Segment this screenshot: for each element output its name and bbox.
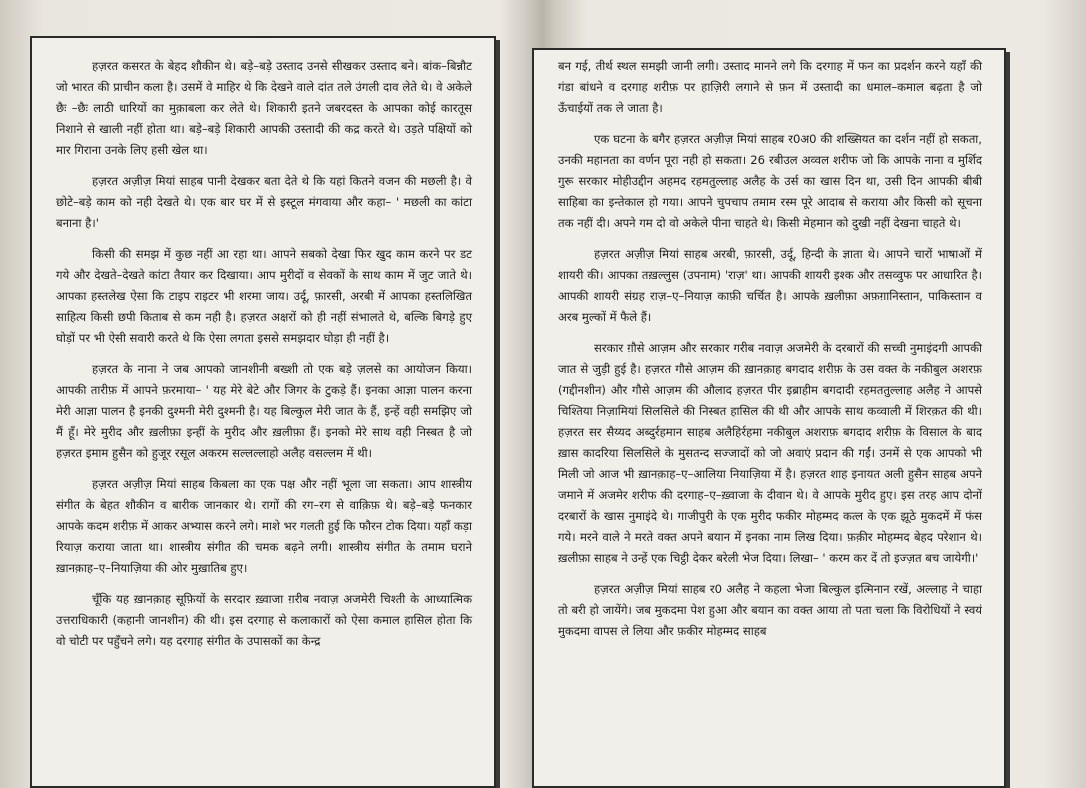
left-paragraph-2: हज़रत अज़ीज़ मियां साहब पानी देखकर बता देते थे कि यहां कितने वजन की मछली है। वे छोटे–बड़े काम को नही देखते थे। एक बार घर में से इस्टूल मंगवाया और कहा– ' मछली का कांटा बनाना है।' xyxy=(56,174,472,230)
right-paragraph-5: हज़रत अज़ीज़ मियां साहब र0 अलैह ने कहला भेजा बिल्कुल इत्मिनान रखें, अल्लाह ने चाहा तो बरी हो जायेंगे। जब मुकदमा पेश हुआ और बयान का वक्त आया तो पता चला कि विरोधियों ने स्वयं मुकदमा वापस ले लिया और फ़कीर मोहम्मद साहब xyxy=(558,582,982,638)
left-paragraph-5: हज़रत अज़ीज़ मियां साहब किबला का एक पक्ष और नहीं भूला जा सकता। आप शास्त्रीय संगीत के बेहत शौकीन व बारीक जानकार थे। रागों की रग–रग से वाक़िफ़ थे। बड़े–बड़े फनकार आपके कदम शरीफ़ में आकर अभ्यास करने लगे। माशे भर गलती हुई कि फौरन टोक दिया। यहाँ कड़ा रियाज़ कराया जाता था। शास्त्रीय संगीत की चमक बढ़ने लगी। शास्त्रीय संगीत के तमाम घराने ख़ानक़ाह–ए–नियाज़िया की ओर मुख़ातिब हुए। xyxy=(56,477,472,575)
right-paragraph-1: बन गई, तीर्थ स्थल समझी जानी लगी। उस्ताद मानने लगे कि दरगाह में फन का प्रदर्शन करने यहाँ की गंडा बांधने व दरगाह शरीफ़ पर हाज़िरी लगाने से फ़न में उस्तादी का धमाल–कमाल बढ़ता है जो ऊँचाईयों तक ले जाता है। xyxy=(558,59,982,115)
left-paragraph-6: चूँकि यह ख़ानक़ाह सूफ़ियों के सरदार ख़्वाजा ग़रीब नवाज़ अजमेरी चिश्ती के आध्यात्मिक उत्तराधिकारी (कहानी जानशीन) की थी। इस दरगाह से कलाकारों को ऐसा कमाल हासिल होता कि वो चोटी पर पहुँचने लगे। यह दरगाह संगीत के उपासकों का केन्द्र xyxy=(56,592,472,648)
left-paragraph-1: हज़रत कसरत के बेहद शौकीन थे। बड़े–बड़े उस्ताद उनसे सीखकर उस्ताद बने। बांक–बिन्नौट जो भारत की प्राचीन कला है। उसमें वे माहिर थे कि देखने वाले दांत तले उंगली दाव लेते थे। वे अकेले छैः –छैः लाठी धारियों का मुक़ाबला कर लेते थे। शिकारी इतने जबरदस्त के आपका कोई कारतूस निशाने से खाली नहीं होता था। बड़े–बड़े शिकारी आपकी उस्तादी की कद्र करते थे। उड़ते पक्षियों को मार गिराना उनके लिए हसी खेल था। xyxy=(56,59,472,157)
right-page xyxy=(532,48,1006,788)
left-paragraph-4: हज़रत के नाना ने जब आपको जानशीनी बख्शी तो एक बड़े ज़लसे का आयोजन किया। आपकी तारीफ़ में आपने फ़रमाया– ' यह मेरे बेटे और जिगर के टुकड़े हैं। इनका आज्ञा पालन करना मेरी आज्ञा पालन है इनकी दुश्मनी मेरी दुश्मनी है। यह बिल्कुल मेरी जात के हैं, इन्हें वही समझिए जो मैं हूँ। मेरे मुरीद और ख़लीफ़ा इन्हीं के मुरीद और ख़लीफ़ा हैं। इनको मेरे साथ वही निस्बत है जो हज़रत इमाम हुसैन को हुजूर रसूल अकरम सल्लल्लाहो अलैह वसल्लम में थी। xyxy=(56,362,472,460)
right-page-text xyxy=(534,50,1004,642)
right-paragraph-4: सरकार ग़ौसे आज़म और सरकार गरीब नवाज़ अजमेरी के दरबारों की सच्ची नुमाइंदगी आपकी जात से जुड़ी हुई है। हज़रत गौसे आज़म की ख़ानक़ाह बगदाद शरीफ़ के उस वक्त के नकीबुल अशरफ़ (गद्दीनशीन) और गौसे आज़म की औलाद हज़रत पीर इब्राहीम बगदादी रहमततुल्लाह अलैह ने आपसे चिश्तिया निज़ामियां सिलसिले की निस्बत हासिल की थी और आपके साथ कव्वाली में शिरक़त की थी। हज़रत सर सैय्यद अब्दुर्रहमान साहब अलैहिर्रहमा नकीबुल अशराफ़ बगदाद शरीफ़ के विसाल के बाद ख़ास कादरिया सिलसिले के मुसतन्द सज्जादों को जो अवाएं प्रदान की गईं। उनमें से एक आपको भी मिली जो आज भी ख़ानक़ाह–ए–आलिया नियाज़िया में है। हज़रत शाह इनायत अली हुसैन साहब अपने जमाने में अजमेर शरीफ की दरगाह–ए–ख़्वाजा के दीवान थे। वे आपके मुरीद हुए। इस तरह आप दोनों दरबारों के खास नुमाइंदे थे। गाजीपुरी के एक मुरीद फकीर मोहम्मद कत्ल के एक झूठे मुकदमें में फंस गये। मरने वाले ने मरते वक्त अपने बयान में इनका नाम लिख दिया। फ़क़ीर मोहम्मद बेहद परेशान थे। ख़लीफ़ा साहब ने उन्हें एक चिट्ठी देकर बरेली भेज दिया। लिखा– ' करम कर दें तो इज्ज़त बच जायेगी।' xyxy=(558,341,983,565)
left-page xyxy=(30,36,496,788)
right-paragraph-3: हज़रत अज़ीज़ मियां साहब अरबी, फ़ारसी, उर्दू, हिन्दी के ज्ञाता थे। आपने चारों भाषाओं में शायरी की। आपका तख़ल्लुस (उपनाम) 'राज़' था। आपकी शायरी इश्क और तसव्वुफ पर आधारित है। आपकी शायरी संग्रह राज़–ए–नियाज़ काफ़ी चर्चित है। आपके ख़लीफ़ा अफ़ग़ानिस्तान, पाकिस्तान व अरब मुल्कों में फैले हैं। xyxy=(558,247,982,324)
right-paragraph-2: एक घटना के बगैर हज़रत अज़ीज़ मियां साहब र0अ0 की शख्सियत का दर्शन नहीं हो सकता, उनकी महानता का वर्णन पूरा नही हो सकता। 26 रबीउल अव्वल शरीफ जो कि आपके नाना व मुर्शिद गुरू सरकार मोहीउद्दीन अहमद रहमतुल्लाह अलैह के उर्स का खास दिन था, उसी दिन आपकी बीबी साहिबा का इन्तेकाल हो गया। आपने चुपचाप तमाम रस्म पूरे आदाब से कराया और किसी को सूचना तक नहीं दी। अपने गम दो वो अकेले पीना चाहते थे। किसी मेहमान को दुखी नहीं देखना चाहते थे। xyxy=(558,132,982,230)
left-paragraph-3: किसी की समझ में कुछ नहीं आ रहा था। आपने सबको देखा फिर खुद काम करने पर डट गये और देखते–देखते कांटा तैयार कर दिखाया। आप मुरीदों व सेवकों के साथ काम में जुट जाते थे। आपका हस्तलेख ऐसा कि टाइप राइटर भी शरमा जाय। उर्दू, फ़ारसी, अरबी में आपका हस्तलिखित साहित्य किसी छपी किताब से कम नही है। हज़रत अक्षरों को ही नहीं संभालते थे, बल्कि बिगड़े हुए घोड़ों पर भी ऐसी सवारी करते थे कि ऐसा लगता इससे समझदार घोड़ा ही नहीं है। xyxy=(56,247,472,345)
left-page-text xyxy=(32,38,494,652)
